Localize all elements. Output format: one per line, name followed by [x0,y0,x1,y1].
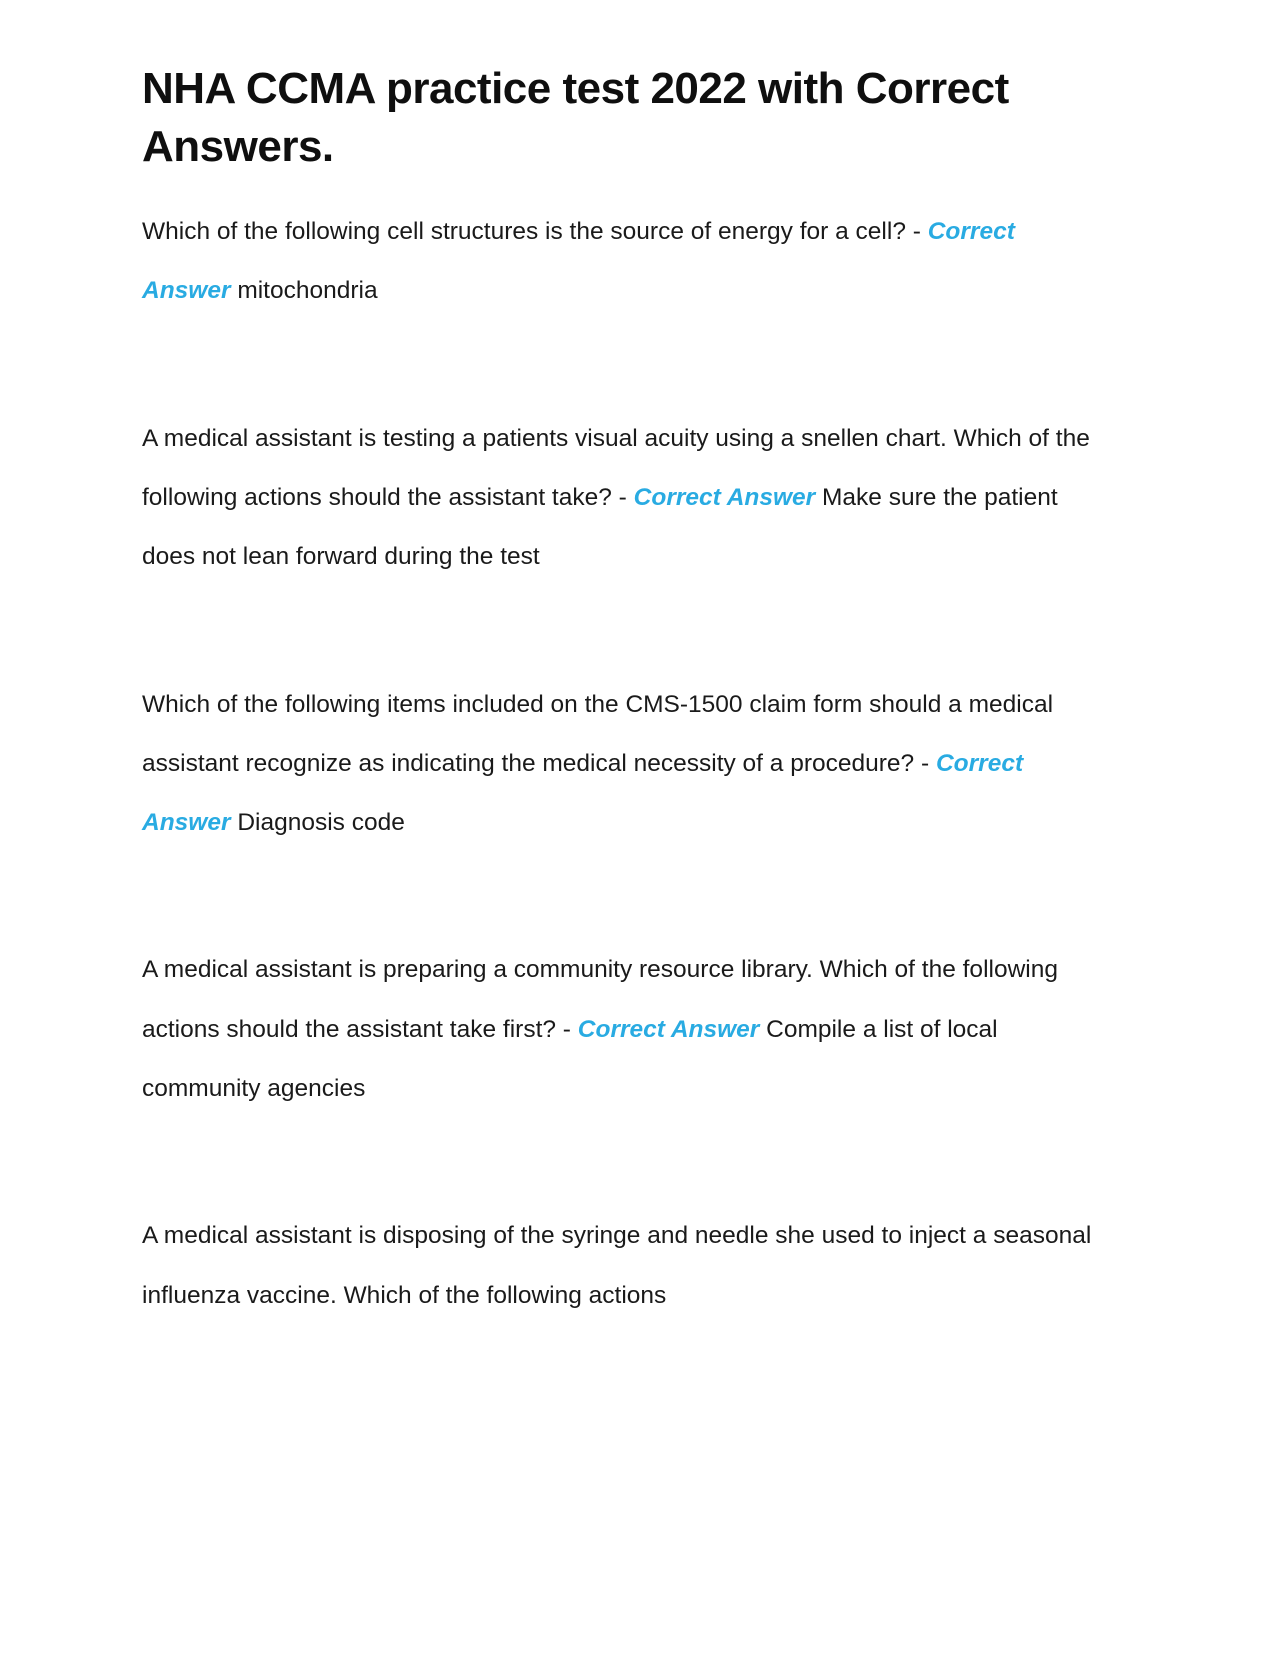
question-block [142,409,1092,587]
correct-answer-label: Correct Answer [142,749,1024,837]
question-block [142,1206,1092,1325]
correct-answer-label: Correct Answer [577,1015,760,1043]
question-block [142,202,1092,321]
question-text: A medical assistant is preparing a community resource library. Which of the following actions should the assistant take first? - [142,956,1058,1043]
correct-answer-label: Correct Answer [142,218,1015,305]
question-block [142,675,1092,853]
question-block [142,940,1092,1118]
question-text: A medical assistant is disposing of the syringe and needle she used to inject a seasonal influenza vaccine. Which of the following actions [142,1222,1092,1309]
answer-text: Compile a list of local community agencies [142,1015,998,1102]
answer-text: Make sure the patient does not lean forward during the test [142,484,1058,571]
correct-answer-label: Correct Answer [633,484,816,511]
question-text: Which of the following items included on the CMS-1500 claim form should a medical assistant recognize as indicating the medical necessity of a procedure? - [142,690,1054,777]
question-text: Which of the following cell structures is the source of energy for a cell? - [142,218,921,246]
answer-text: mitochondria [237,277,378,305]
answer-text: Diagnosis code [237,809,405,837]
question-text: A medical assistant is testing a patients visual acuity using a snellen chart. Which of the following actions should the assistant take? - [142,424,1090,511]
page-title: NHA CCMA practice test 2022 with Correct Answers. [142,64,1009,172]
